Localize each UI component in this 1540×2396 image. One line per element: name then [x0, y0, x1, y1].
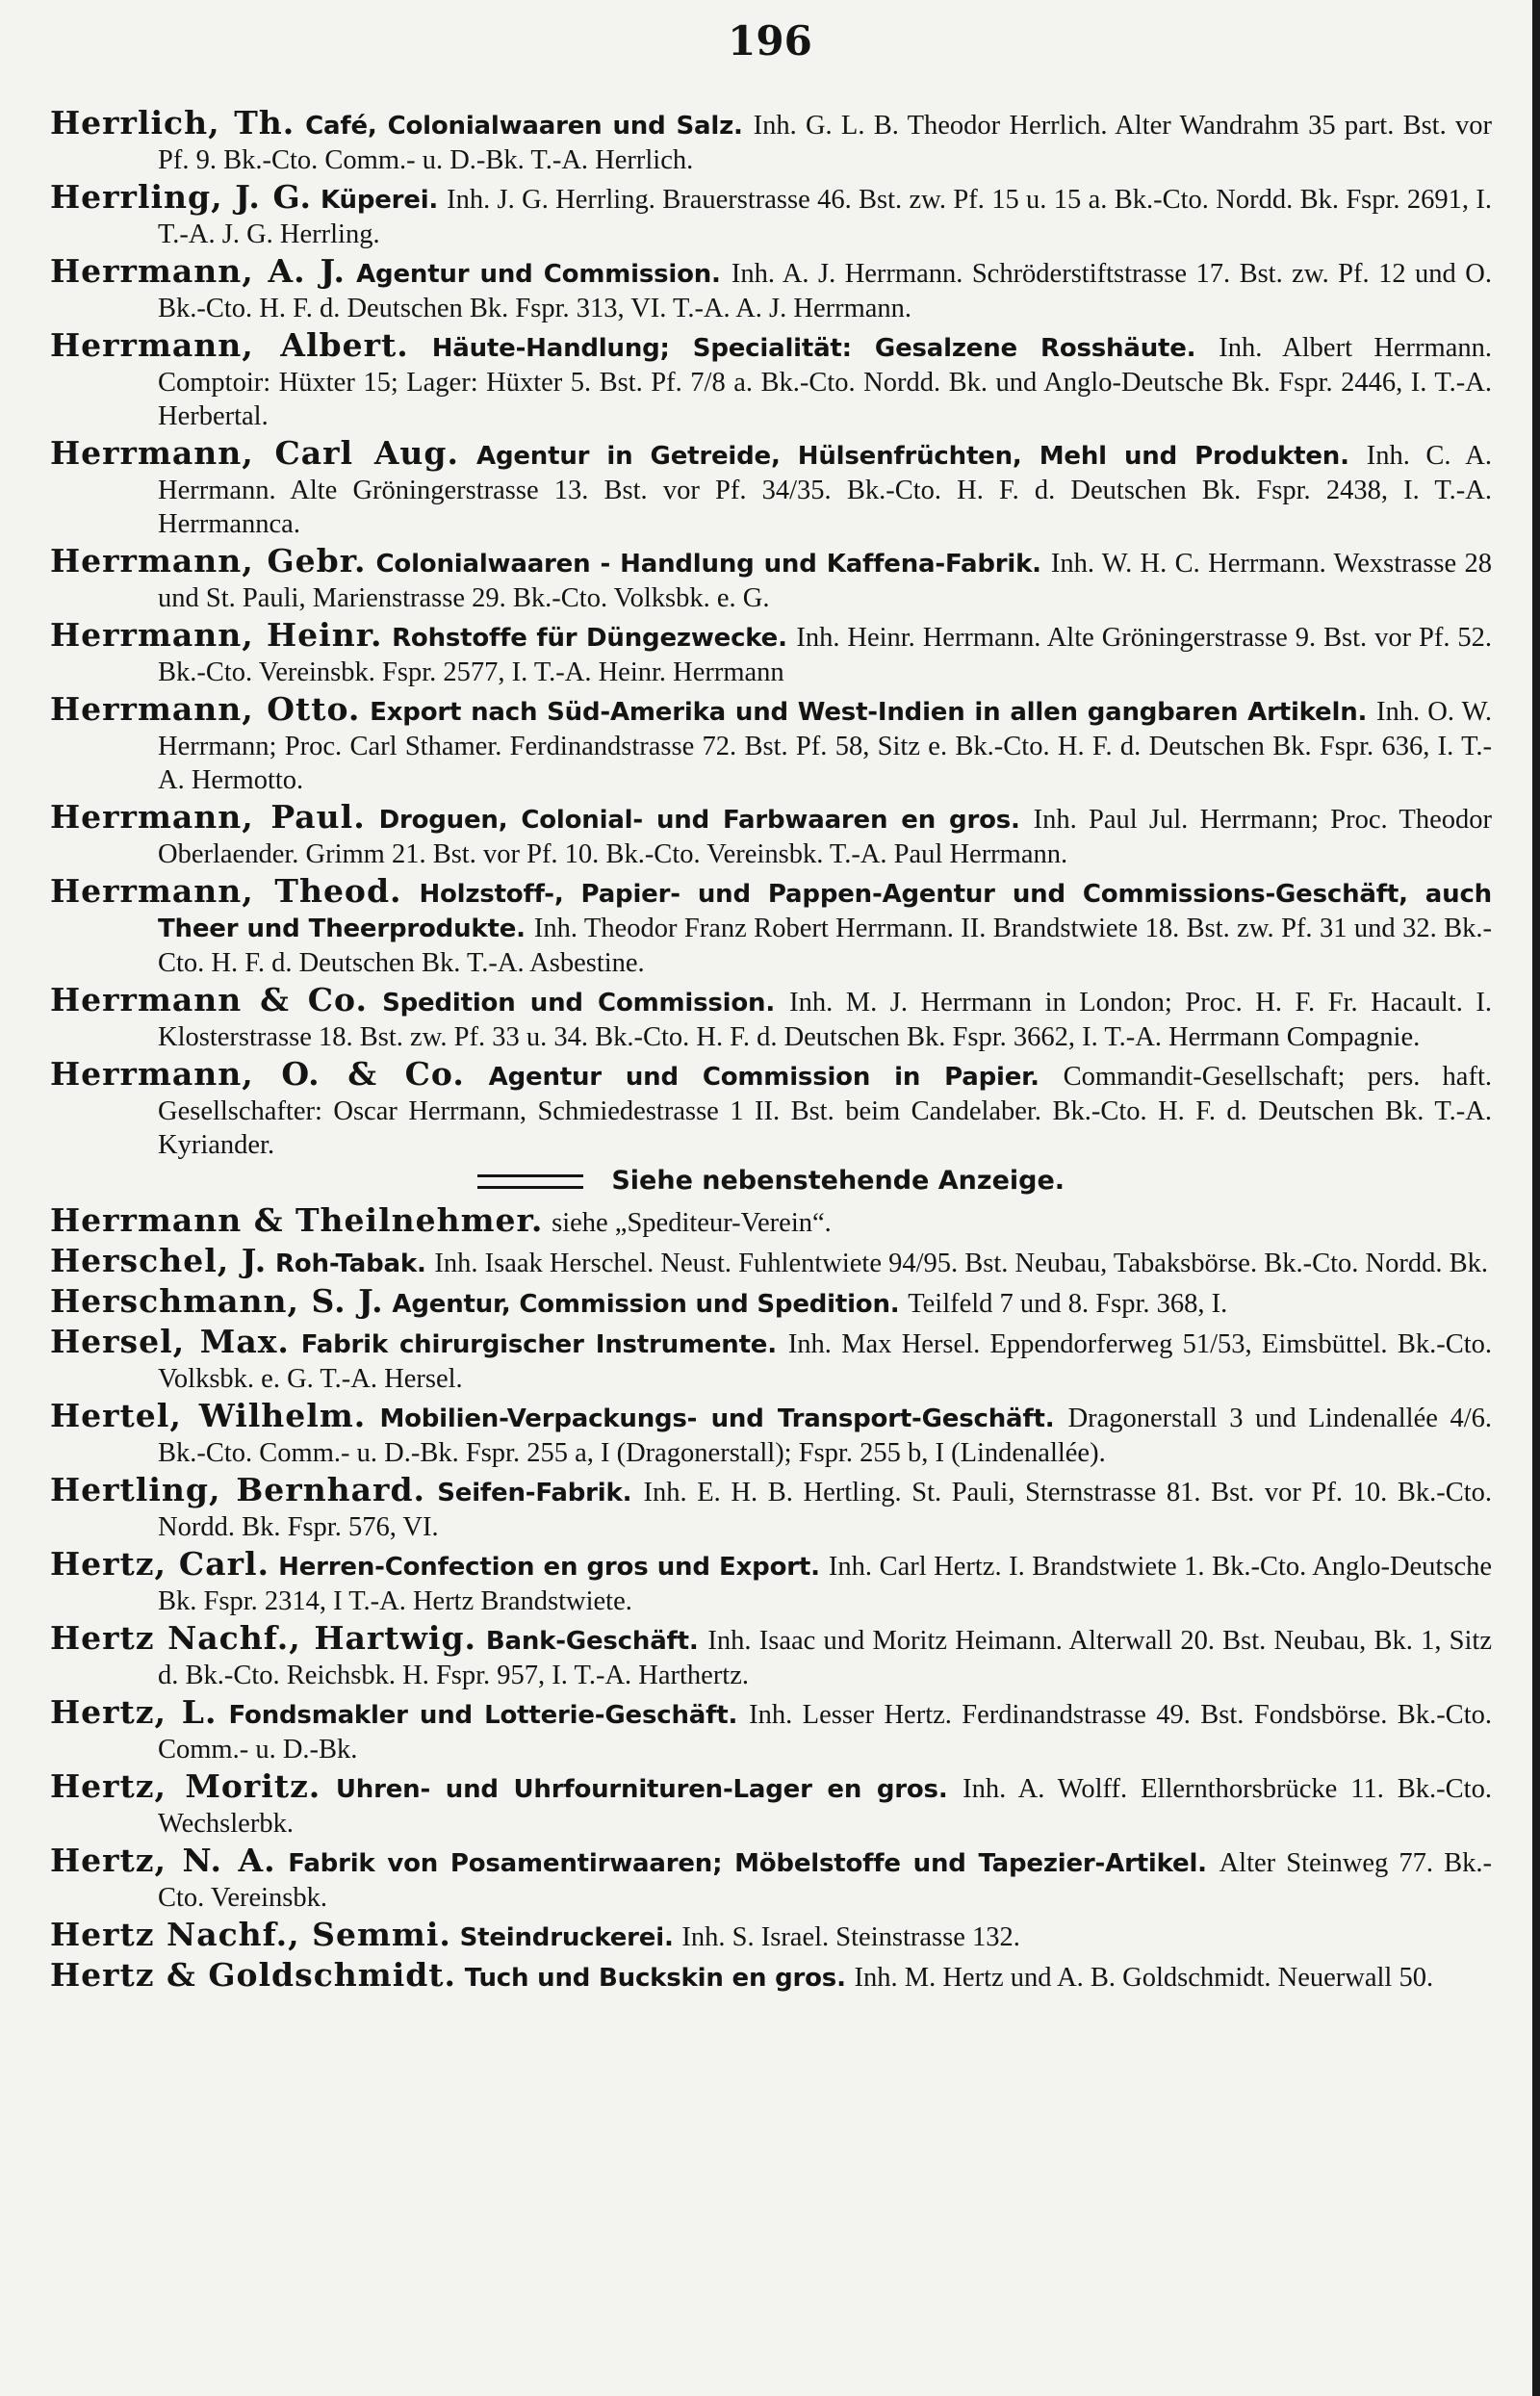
directory-entry	[50, 1203, 1492, 1241]
entry-name: Herrmann, Heinr.	[50, 616, 383, 654]
directory-entry	[50, 1547, 1492, 1618]
directory-entry	[50, 436, 1492, 541]
entry-name: Hertz Nachf., Hartwig.	[50, 1619, 477, 1657]
notice-text: Siehe nebenstehende Anzeige.	[611, 1166, 1065, 1196]
directory-entry	[50, 1843, 1492, 1915]
entry-name: Herschmann, S. J.	[50, 1282, 384, 1320]
directory-entry	[50, 544, 1492, 615]
entry-name: Hertz, N. A.	[50, 1842, 276, 1879]
entry-details: Inh. O. W. Herrmann; Proc. Carl Sthamer. Ferdinandstrasse 72. Bst. Pf. 58, Sitz e. Bk.-Cto. H. F. d. Deutschen Bk. Fspr. 636, I. T.-A. Hermotto.	[158, 697, 1493, 795]
entry-details: Inh. Albert Herrmann. Comptoir: Hüxter 15; Lager: Hüxter 5. Bst. Pf. 7/8 a. Bk.-Cto. Nordd. Bk. und Anglo-Deutsche Bk. Fspr. 2446, I. T.-A. Herbertal.	[158, 333, 1492, 431]
entry-details: Inh. J. G. Herrling. Brauerstrasse 46. Bst. zw. Pf. 15 u. 15 a. Bk.-Cto. Nordd. Bk. Fspr. 2691, I. T.-A. J. G. Herrling.	[158, 185, 1492, 249]
notice-line	[50, 1166, 1492, 1196]
entry-details: Inh. C. A. Herrmann. Alte Gröningerstrasse 13. Bst. vor Pf. 34/35. Bk.-Cto. H. F. d. Deutschen Bk. Fspr. 2438, I. T.-A. Herrmannca.	[158, 441, 1492, 539]
entry-trade: Uhren- und Uhrfournituren-Lager en gros.	[335, 1775, 948, 1804]
entry-name: Herrmann, Otto.	[50, 690, 361, 728]
entry-details: Inh. Paul Jul. Herrmann; Proc. Theodor Oberlaender. Grimm 21. Bst. vor Pf. 10. Bk.-Cto. Vereinsbk. T.-A. Paul Herrmann.	[158, 805, 1492, 869]
entry-trade: Agentur und Commission.	[356, 260, 721, 289]
entry-trade: Küperei.	[321, 186, 439, 215]
entry-details: Inh. A. J. Herrmann. Schröderstiftstrasse 17. Bst. zw. Pf. 12 und O. Bk.-Cto. H. F. d. Deutschen Bk. Fspr. 313, VI. T.-A. A. J. Herrmann.	[158, 259, 1492, 323]
entry-trade: Agentur, Commission und Spedition.	[392, 1290, 900, 1319]
entry-details: siehe „Spediteur-Verein“.	[552, 1208, 832, 1238]
entry-details: Inh. W. H. C. Herrmann. Wexstrasse 28 und St. Pauli, Marienstrasse 29. Bk.-Cto. Volksbk. e. G.	[158, 549, 1492, 613]
notice-rule	[477, 1174, 583, 1189]
entry-trade: Agentur und Commission in Papier.	[488, 1063, 1040, 1092]
directory-entry	[50, 1958, 1492, 1996]
directory-entry	[50, 328, 1492, 433]
entry-name: Herrmann, A. J.	[50, 252, 346, 290]
entry-trade: Steindruckerei.	[459, 1923, 674, 1952]
entries-after-notice	[50, 1203, 1492, 1996]
entry-trade: Tuch und Buckskin en gros.	[464, 1964, 846, 1993]
page-edge	[1532, 0, 1540, 2396]
entry-details: Commandit-Gesellschaft; pers. haft. Gesellschafter: Oscar Herrmann, Schmiedestrasse 1 II. Bst. beim Candelaber. Bk.-Cto. H. F. d. Deutschen Bk. T.-A. Kyriander.	[158, 1062, 1492, 1160]
entry-name: Herrlich, Th.	[50, 104, 295, 142]
entry-trade: Agentur in Getreide, Hülsenfrüchten, Mehl und Produkten.	[476, 442, 1349, 471]
entry-details: Teilfeld 7 und 8. Fspr. 368, I.	[908, 1289, 1228, 1319]
entry-trade: Café, Colonialwaaren und Salz.	[305, 112, 743, 141]
entry-name: Herrmann, Albert.	[50, 326, 409, 364]
entry-name: Hertling, Bernhard.	[50, 1471, 426, 1508]
entry-name: Herrmann & Co.	[50, 981, 368, 1018]
entry-trade: Droguen, Colonial- und Farbwaaren en gros.	[378, 806, 1020, 835]
directory-entry	[50, 180, 1492, 251]
entry-trade: Fabrik chirurgischer Instrumente.	[300, 1330, 777, 1359]
entry-name: Herrmann, Theod.	[50, 872, 402, 910]
entry-name: Herschel, J.	[50, 1242, 268, 1279]
directory-entry	[50, 1057, 1492, 1162]
entry-trade: Export nach Süd-Amerika und West-Indien in allen gangbaren Artikeln.	[370, 698, 1368, 727]
entry-details: Inh. A. Wolff. Ellernthorsbrücke 11. Bk.-Cto. Wechslerbk.	[158, 1774, 1492, 1839]
directory-entry	[50, 800, 1492, 871]
directory-entry	[50, 692, 1492, 797]
entry-name: Herrmann & Theilnehmer.	[50, 1201, 544, 1239]
entry-trade: Mobilien-Verpackungs- und Transport-Geschäft.	[379, 1404, 1055, 1433]
directory-entry	[50, 1244, 1492, 1281]
entry-name: Herrling, J. G.	[50, 178, 313, 216]
entry-name: Hertz Nachf., Semmi.	[50, 1916, 451, 1953]
entry-name: Herrmann, Gebr.	[50, 542, 367, 580]
entry-name: Hertz, Moritz.	[50, 1767, 321, 1805]
entry-details: Inh. Max Hersel. Eppendorferweg 51/53, Eimsbüttel. Bk.-Cto. Volksbk. e. G. T.-A. Hersel.	[158, 1329, 1492, 1394]
entry-details: Inh. M. J. Herrmann in London; Proc. H. F. Fr. Hacault. I. Klosterstrasse 18. Bst. zw. Pf. 33 u. 34. Bk.-Cto. H. F. d. Deutschen Bk. Fspr. 3662, I. T.-A. Herrmann Compagnie.	[158, 988, 1492, 1052]
entry-name: Hertz, L.	[50, 1693, 218, 1731]
entry-trade: Fondsmakler und Lotterie-Geschäft.	[228, 1701, 738, 1730]
directory-entry	[50, 1325, 1492, 1396]
directory-entry	[50, 1284, 1492, 1322]
entry-trade: Colonialwaaren - Handlung und Kaffena-Fabrik.	[375, 550, 1041, 579]
entry-details: Inh. Isaac und Moritz Heimann. Alterwall 20. Bst. Neubau, Bk. 1, Sitz d. Bk.-Cto. Reichsbk. H. Fspr. 957, I. T.-A. Harthertz.	[158, 1626, 1493, 1690]
entry-details: Inh. S. Israel. Steinstrasse 132.	[681, 1922, 1020, 1952]
entry-name: Herrmann, Carl Aug.	[50, 434, 459, 472]
directory-entry	[50, 1473, 1492, 1544]
entry-trade: Bank-Geschäft.	[485, 1627, 699, 1656]
entry-name: Hertel, Wilhelm.	[50, 1397, 367, 1434]
page-number: 196	[728, 17, 812, 64]
directory-entry	[50, 618, 1492, 689]
entry-trade: Fabrik von Posamentirwaaren; Möbelstoffe und Tapezier-Artikel.	[288, 1849, 1207, 1878]
entry-trade: Seifen-Fabrik.	[437, 1479, 632, 1507]
entries-before-notice	[50, 106, 1492, 1162]
entry-details: Inh. Theodor Franz Robert Herrmann. II. Brandstwiete 18. Bst. zw. Pf. 31 und 32. Bk.-Cto. H. F. d. Deutschen Bk. T.-A. Asbestine.	[158, 914, 1492, 978]
entry-details: Dragonerstall 3 und Lindenallée 4/6. Bk.-Cto. Comm.- u. D.-Bk. Fspr. 255 a, I (Dragonerstall); Fspr. 255 b, I (Lindenallée).	[158, 1404, 1492, 1468]
entry-details: Inh. Isaak Herschel. Neust. Fuhlentwiete 94/95. Bst. Neubau, Tabaksbörse. Bk.-Cto. Nordd. Bk.	[434, 1249, 1488, 1278]
entry-trade: Roh-Tabak.	[275, 1250, 426, 1278]
entry-name: Herrmann, Paul.	[50, 798, 366, 836]
directory-entry	[50, 1399, 1492, 1470]
directory-entry	[50, 1918, 1492, 1955]
entry-trade: Häute-Handlung; Specialität: Gesalzene Rosshäute.	[431, 334, 1196, 363]
entry-trade: Herren-Confection en gros und Export.	[278, 1553, 820, 1582]
entry-details: Inh. G. L. B. Theodor Herrlich. Alter Wandrahm 35 part. Bst. vor Pf. 9. Bk.-Cto. Comm.- u. D.-Bk. T.-A. Herrlich.	[158, 111, 1492, 175]
entry-details: Inh. Heinr. Herrmann. Alte Gröningerstrasse 9. Bst. vor Pf. 52. Bk.-Cto. Vereinsbk. Fspr. 2577, I. T.-A. Heinr. Herrmann	[158, 623, 1492, 687]
directory-entry	[50, 1621, 1492, 1692]
entry-trade: Spedition und Commission.	[382, 989, 776, 1018]
entry-details: Alter Steinweg 77. Bk.-Cto. Vereinsbk.	[158, 1848, 1492, 1913]
entry-details: Inh. Carl Hertz. I. Brandstwiete 1. Bk.-Cto. Anglo-Deutsche Bk. Fspr. 2314, I T.-A. Hertz Brandstwiete.	[158, 1552, 1492, 1616]
directory-entry	[50, 106, 1492, 177]
entry-name: Hertz, Carl.	[50, 1545, 270, 1583]
entry-details: Inh. Lesser Hertz. Ferdinandstrasse 49. Bst. Fondsbörse. Bk.-Cto. Comm.- u. D.-Bk.	[158, 1700, 1492, 1765]
directory-entry	[50, 983, 1492, 1054]
directory-entry	[50, 874, 1492, 980]
directory-entry	[50, 254, 1492, 325]
directory-entry	[50, 1769, 1492, 1841]
entry-name: Hertz & Goldschmidt.	[50, 1956, 457, 1994]
directory-entry	[50, 1695, 1492, 1766]
entry-name: Herrmann, O. & Co.	[50, 1055, 465, 1093]
entry-details: Inh. E. H. B. Hertling. St. Pauli, Sternstrasse 81. Bst. vor Pf. 10. Bk.-Cto. Nordd. Bk. Fspr. 576, VI.	[158, 1478, 1492, 1542]
entry-list	[50, 106, 1492, 1998]
entry-details: Inh. M. Hertz und A. B. Goldschmidt. Neuerwall 50.	[854, 1963, 1434, 1993]
entry-trade: Rohstoffe für Düngezwecke.	[392, 624, 787, 653]
entry-name: Hersel, Max.	[50, 1323, 290, 1360]
entry-trade: Holzstoff-, Papier- und Pappen-Agentur und Commissions-Geschäft, auch Theer und Theerprodukte.	[158, 880, 1492, 943]
